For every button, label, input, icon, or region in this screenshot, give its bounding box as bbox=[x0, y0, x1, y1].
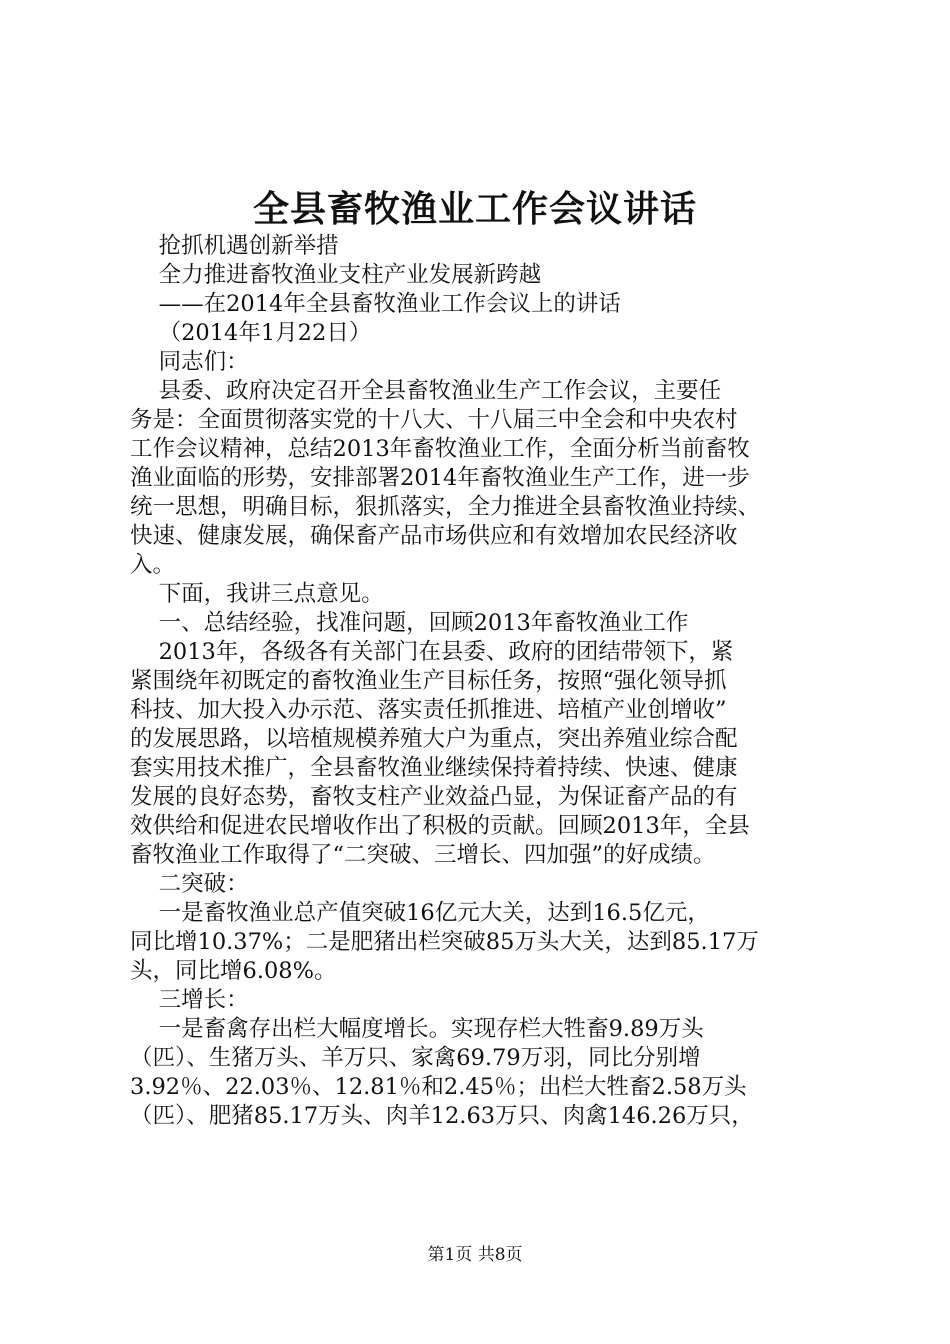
text-line: 2013年，各级各有关部门在县委、政府的团结带领下，紧 bbox=[130, 639, 734, 665]
text-line: 县委、政府决定召开全县畜牧渔业生产工作会议，主要任 bbox=[130, 378, 722, 404]
text-line: 一是畜禽存出栏大幅度增长。实现存栏大牲畜9.89万头 bbox=[130, 1016, 704, 1042]
text-line: 渔业面临的形势，安排部署2014年畜牧渔业生产工作，进一步 bbox=[130, 465, 750, 491]
text-line: 同志们： bbox=[130, 349, 249, 375]
text-line: 畜牧渔业工作取得了“二突破、三增长、四加强”的好成绩。 bbox=[130, 842, 716, 868]
document-body bbox=[130, 232, 830, 1131]
text-line: 入。 bbox=[130, 552, 176, 578]
page-footer: 第1页 共8页 bbox=[427, 1245, 523, 1265]
text-line: （匹）、生猪万头、羊万只、家禽69.79万羽，同比分别增 bbox=[130, 1045, 701, 1071]
text-line: 头，同比增6.08%。 bbox=[130, 958, 337, 984]
text-line: （2014年1月22日） bbox=[130, 320, 372, 346]
document-title: 全县畜牧渔业工作会议讲话 bbox=[252, 188, 697, 230]
text-line: 工作会议精神，总结2013年畜牧渔业工作，全面分析当前畜牧 bbox=[130, 436, 750, 462]
text-line: 全力推进畜牧渔业支柱产业发展新跨越 bbox=[130, 262, 542, 288]
text-line: 统一思想，明确目标，狠抓落实，全力推进全县畜牧渔业持续、 bbox=[130, 494, 761, 520]
text-line: 效供给和促进农民增收作出了积极的贡献。回顾2013年，全县 bbox=[130, 813, 750, 839]
text-line: 3.92％、22.03％、12.81％和2.45％；出栏大牲畜2.58万头 bbox=[130, 1074, 747, 1100]
text-line: 科技、加大投入办示范、落实责任抓推进、培植产业创增收” bbox=[130, 697, 727, 723]
text-line: 下面，我讲三点意见。 bbox=[130, 581, 384, 607]
text-line: 快速、健康发展，确保畜产品市场供应和有效增加农民经济收 bbox=[130, 523, 738, 549]
text-line: 紧围绕年初既定的畜牧渔业生产目标任务，按照“强化领导抓 bbox=[130, 668, 727, 694]
text-line: 一是畜牧渔业总产值突破16亿元大关，达到16.5亿元， bbox=[130, 900, 710, 926]
text-line: ——在2014年全县畜牧渔业工作会议上的讲话 bbox=[130, 291, 621, 317]
text-line: 发展的良好态势，畜牧支柱产业效益凸显，为保证畜产品的有 bbox=[130, 784, 738, 810]
text-line: 一、总结经验，找准问题，回顾2013年畜牧渔业工作 bbox=[130, 610, 689, 636]
text-line: （匹）、肥猪85.17万头、肉羊12.63万只、肉禽146.26万只， bbox=[130, 1103, 754, 1129]
text-line: 同比增10.37%；二是肥猪出栏突破85万头大关，达到85.17万 bbox=[130, 929, 759, 955]
text-line: 三增长： bbox=[130, 987, 249, 1013]
text-line: 的发展思路，以培植规模养殖大户为重点，突出养殖业综合配 bbox=[130, 726, 738, 752]
text-line: 务是：全面贯彻落实党的十八大、十八届三中全会和中央农村 bbox=[130, 407, 738, 433]
text-line: 套实用技术推广，全县畜牧渔业继续保持着持续、快速、健康 bbox=[130, 755, 738, 781]
text-line: 抢抓机遇创新举措 bbox=[130, 233, 339, 259]
text-line: 二突破： bbox=[130, 871, 249, 897]
